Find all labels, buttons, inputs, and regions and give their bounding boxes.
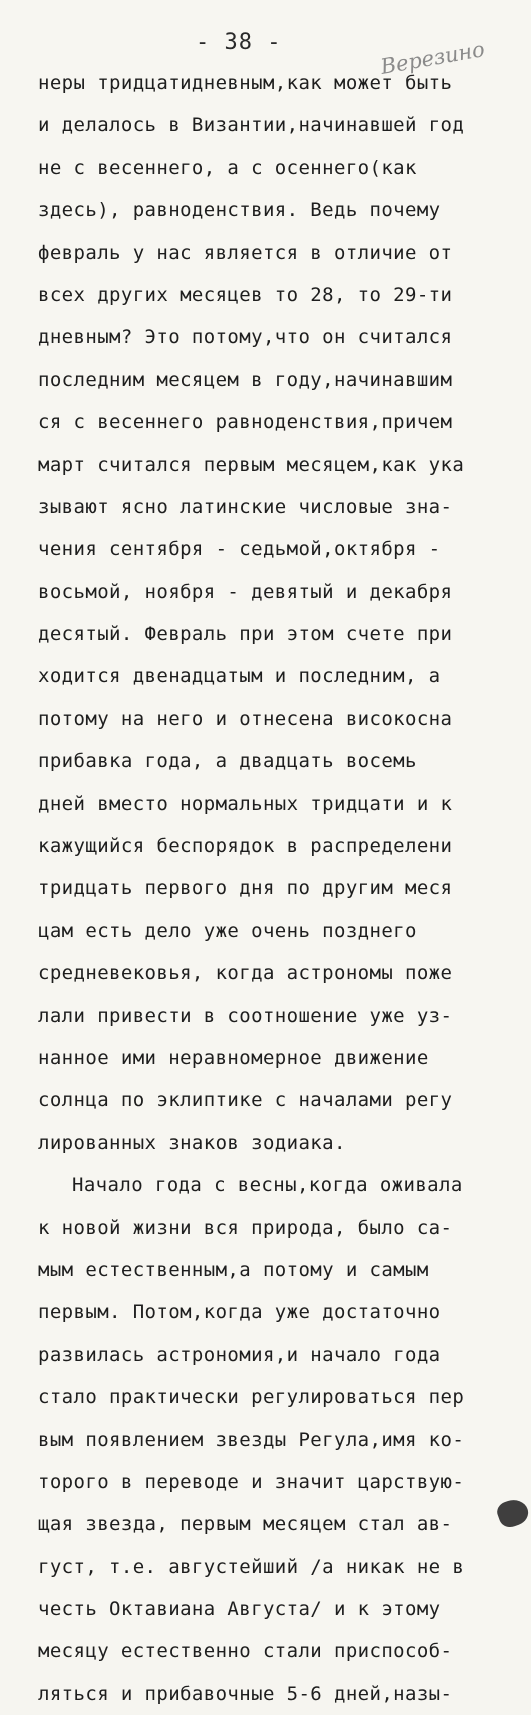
text-line: ходится двенадцатым и последним, а <box>38 665 441 688</box>
text-line: всех других месяцев то 28, то 29-ти <box>38 283 453 306</box>
text-line: щая звезда, первым месяцем стал ав- <box>38 1513 453 1536</box>
text-line: торого в переводе и значит царствую- <box>38 1470 465 1493</box>
page-number: - 38 - <box>196 30 282 55</box>
text-line: лали привести в соотношение уже уз- <box>38 1004 453 1027</box>
text-line: дней вместо нормальных тридцати и к <box>38 792 453 815</box>
text-line: лированных знаков зодиака. <box>38 1131 346 1154</box>
text-line: февраль у нас является в отличие от <box>38 241 453 264</box>
text-line: цам есть дело уже очень позднего <box>38 919 417 942</box>
text-line: и делалось в Византии,начинавшей год <box>38 114 465 137</box>
handwritten-margin-note: Верезино <box>378 37 487 79</box>
text-line: март считался первым месяцем,как ука <box>38 453 465 476</box>
text-line: тридцать первого дня по другим меся <box>38 877 453 900</box>
text-line: месяцу естественно стали приспособ- <box>38 1640 453 1663</box>
text-line: десятый. Февраль при этом счете при <box>38 623 453 646</box>
text-line: вым появлением звезды Регула,имя ко- <box>38 1428 465 1451</box>
text-line: развилась астрономия,и начало года <box>38 1343 441 1366</box>
text-line: восьмой, ноября - девятый и декабря <box>38 580 453 603</box>
text-line: прибавка года, а двадцать восемь <box>38 750 417 773</box>
text-line: ся с весеннего равноденствия,причем <box>38 411 453 434</box>
text-line: не с весеннего, а с осеннего(как <box>38 156 417 179</box>
text-line: последним месяцем в году,начинавшим <box>38 368 453 391</box>
text-line: мым естественным,а потому и самым <box>38 1258 429 1281</box>
text-line: стало практически регулироваться пер <box>38 1386 465 1409</box>
typed-text-body <box>38 62 518 1715</box>
text-line: густ, т.е. августейший /а никак не в <box>38 1555 465 1578</box>
text-line: здесь), равноденствия. Ведь почему <box>38 199 441 222</box>
text-line: чения сентября - седьмой,октября - <box>38 538 441 561</box>
paragraph-start-line: Начало года с весны,когда оживала <box>72 1174 463 1197</box>
text-line: неры тридцатидневным,как может быть <box>38 72 453 94</box>
text-line: средневековья, когда астрономы поже <box>38 962 453 985</box>
text-line: нанное ими неравномерное движение <box>38 1046 429 1069</box>
text-line: потому на него и отнесена високосна <box>38 707 453 730</box>
text-line: солнца по эклиптике с началами регу <box>38 1089 453 1112</box>
text-line: дневным? Это потому,что он считался <box>38 326 453 349</box>
text-line: к новой жизни вся природа, было са- <box>38 1216 453 1239</box>
text-line: первым. Потом,когда уже достаточно <box>38 1301 441 1324</box>
text-line: зывают ясно латинские числовые зна- <box>38 495 453 518</box>
text-line: честь Октавиана Августа/ и к этому <box>38 1598 441 1621</box>
text-line: ляться и прибавочные 5-6 дней,назы- <box>38 1682 453 1705</box>
text-line: кажущийся беспорядок в распределени <box>38 835 453 858</box>
